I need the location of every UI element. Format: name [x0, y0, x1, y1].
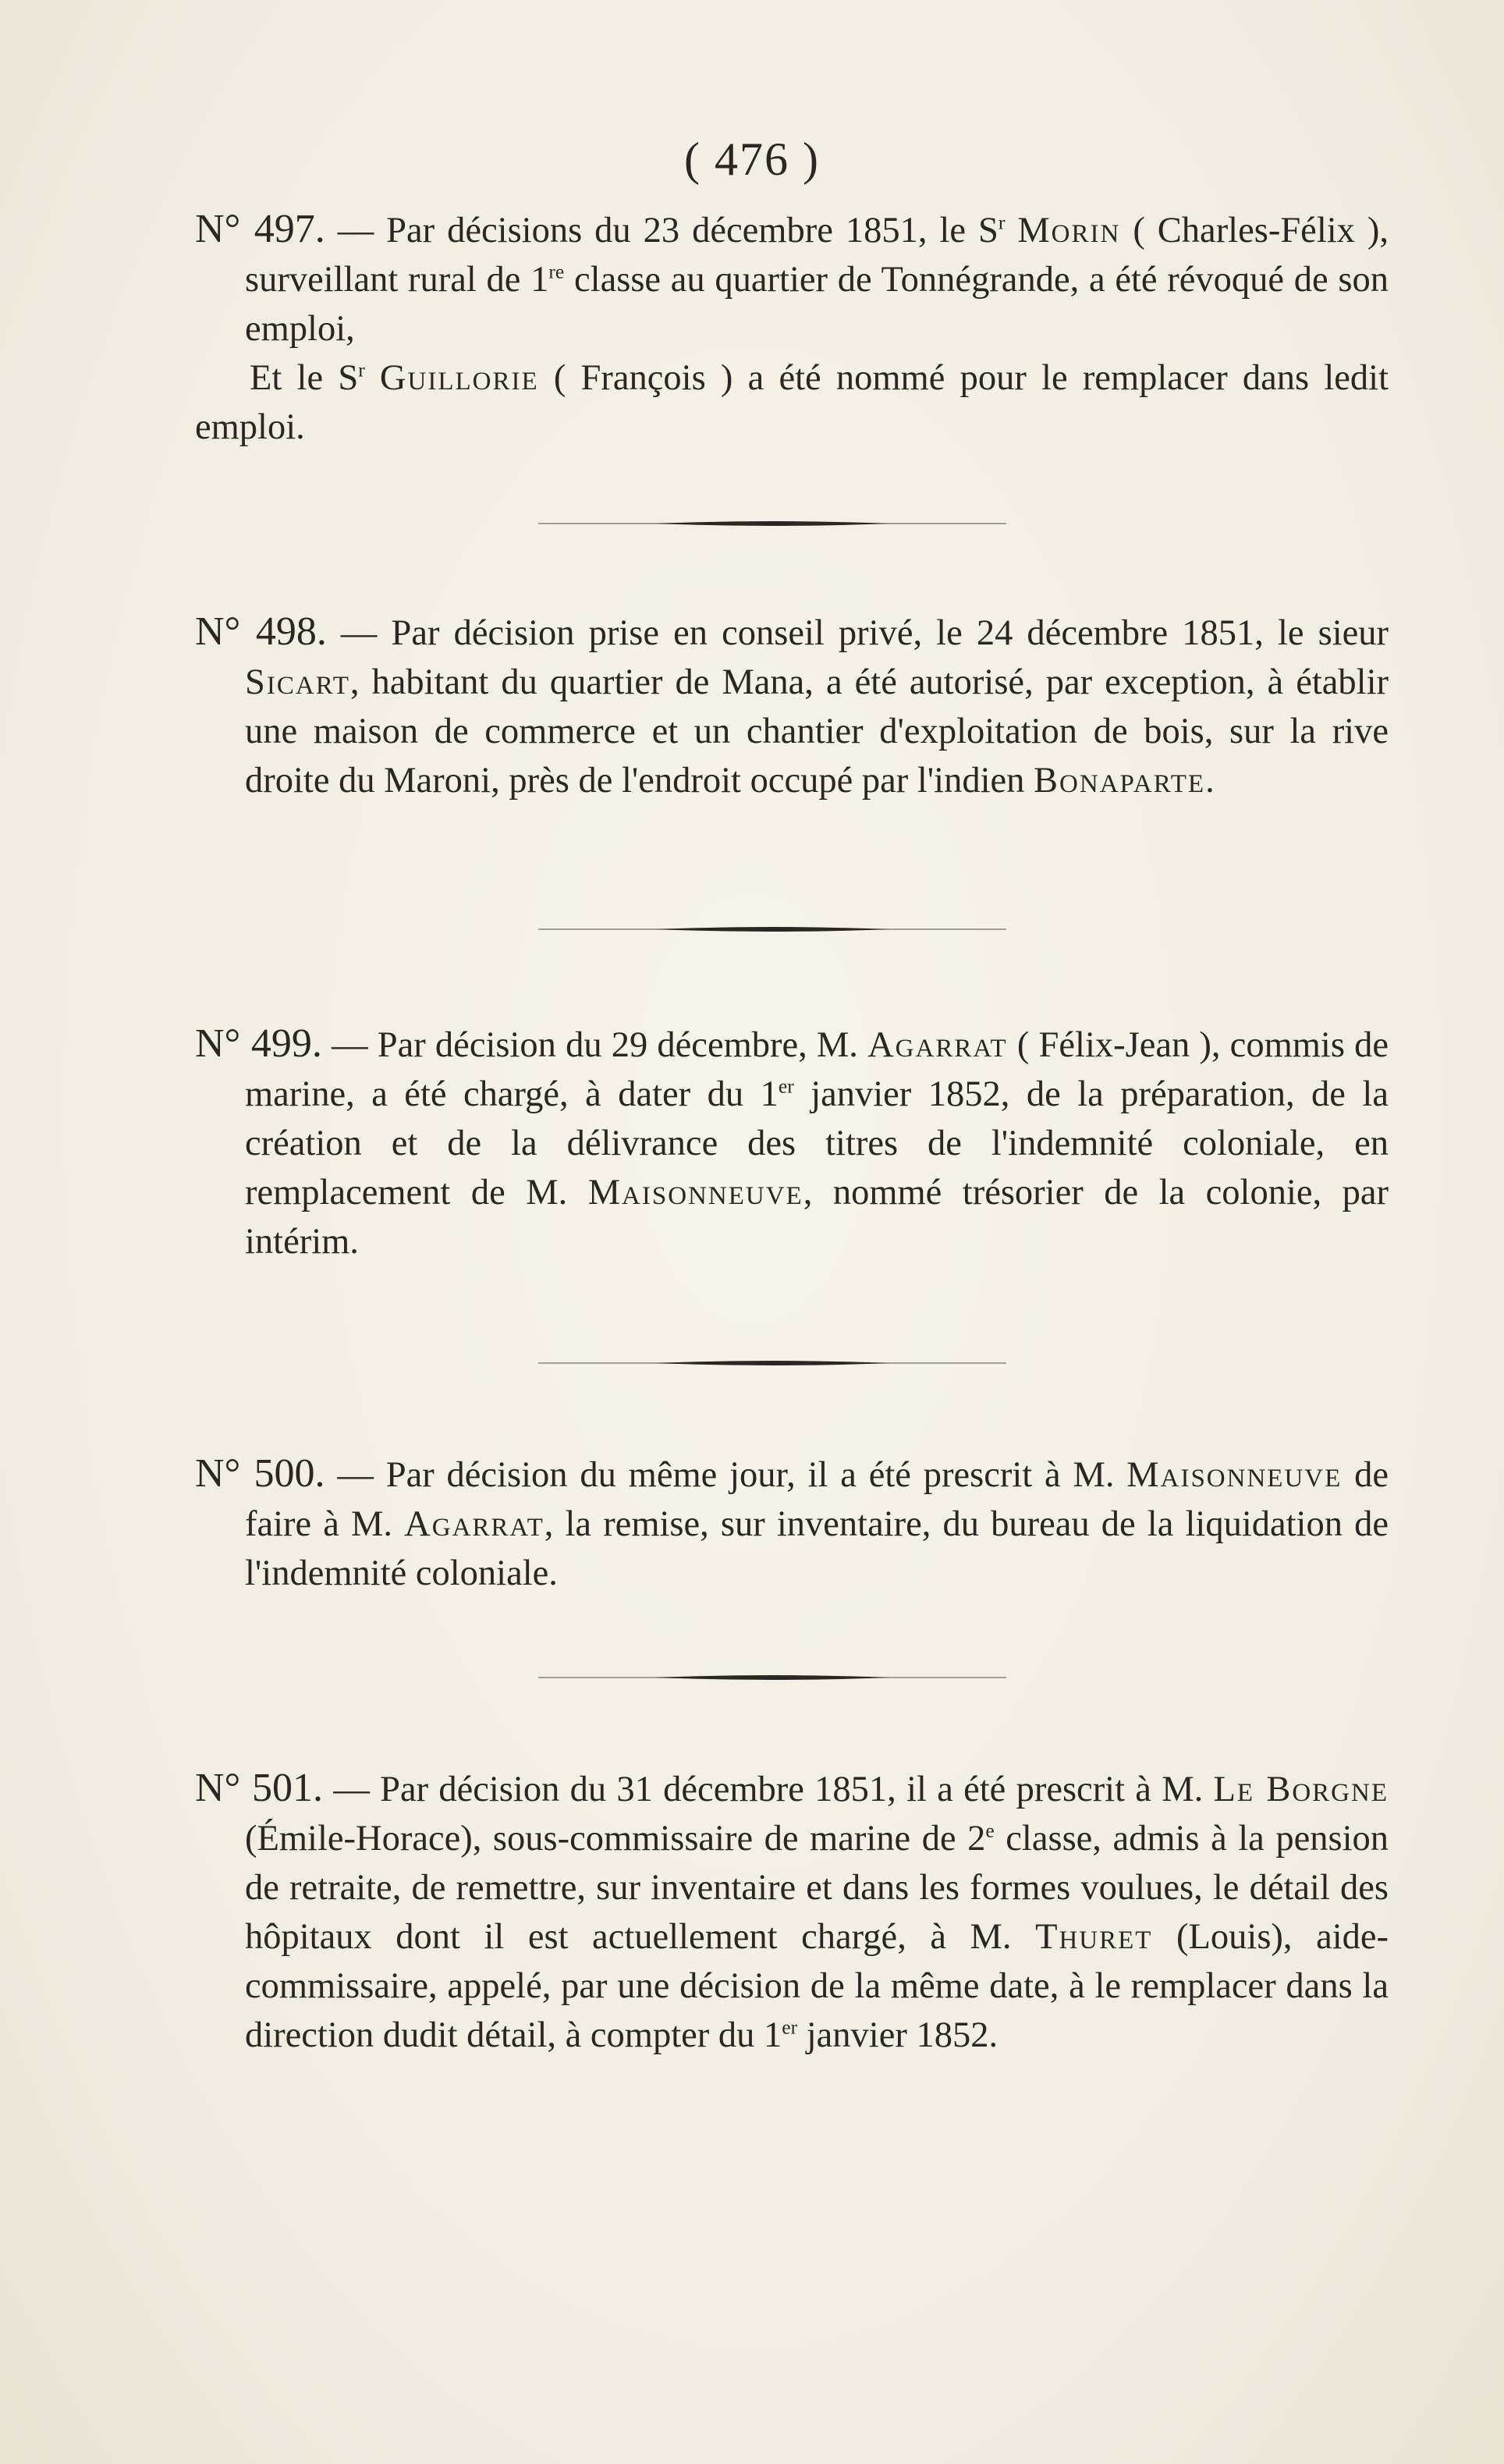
decision-paragraph [195, 1763, 1389, 2060]
decision-500 [195, 1449, 1389, 1598]
decision-text: — Par décision du même jour, il a été prescrit à M. [337, 1455, 1127, 1495]
decision-text: janvier 1852, de la préparation, de la création et de la délivrance des titres de l'indemnité coloniale, en remplacement de M. [245, 1074, 1389, 1212]
decision-text: ( Charles-Félix ), surveillant rural de 1 [245, 211, 1389, 300]
decision-text: , nommé trésorier de la colonie, par intérim. [245, 1173, 1389, 1262]
person-name: Maisonneuve [587, 1173, 803, 1212]
decision-text: — Par décision du 29 décembre, M. [332, 1025, 868, 1065]
superscript: er [782, 2015, 798, 2039]
decision-text: ( François ) a été nommé pour le remplacer dans ledit emploi. [195, 358, 1389, 447]
spacer [365, 358, 380, 398]
person-name: Thuret [1035, 1917, 1153, 1957]
decision-paragraph [195, 353, 1389, 452]
spacer [1005, 211, 1017, 250]
decision-text: — Par décisions du 23 décembre 1851, le S [337, 211, 999, 250]
section-divider [538, 924, 1006, 935]
decision-text: classe, admis à la pension de retraite, de remettre, sur inventaire et dans les formes voulues, le détail des hôpitaux dont il est actuellement chargé, à M. [245, 1819, 1389, 1957]
decision-498 [195, 607, 1389, 805]
person-name: Agarrat [867, 1025, 1008, 1065]
decision-paragraph [195, 204, 1389, 353]
person-name: Agarrat [404, 1504, 544, 1544]
decision-text: , habitant du quartier de Mana, a été autorisé, par exception, à établir une maison de commerce et un chantier d'exploitation de bois, sur la rive droite du Maroni, près de l'endroit occupé par l'indien [245, 662, 1389, 801]
decision-text: (Louis), aide-commissaire, appelé, par une décision de la même date, à le remplacer dans la direction dudit détail, à compter du 1 [245, 1917, 1389, 2055]
decision-497 [195, 204, 1389, 452]
superscript: re [548, 260, 565, 283]
person-name: Bonaparte [1034, 761, 1206, 801]
decision-paragraph [195, 1449, 1389, 1598]
decision-number: N° 501. [195, 1766, 324, 1810]
page-number: ( 476 ) [684, 133, 820, 185]
superscript: e [985, 1819, 995, 1842]
decision-paragraph [195, 607, 1389, 805]
person-name: Guillorie [379, 358, 539, 398]
decision-text: , la remise, sur inventaire, du bureau de la liquidation de l'indemnité coloniale. [245, 1504, 1389, 1593]
decision-text: janvier 1852. [797, 2015, 999, 2055]
person-name: Maisonneuve [1126, 1455, 1343, 1495]
decision-text: Et le S [250, 358, 359, 398]
person-name: Le Borgne [1213, 1770, 1389, 1809]
decision-501 [195, 1763, 1389, 2060]
superscript: r [998, 211, 1006, 234]
decision-number: N° 497. [195, 207, 325, 251]
decision-number: N° 498. [195, 609, 327, 654]
decision-text: — Par décision prise en conseil privé, le 24 décembre 1851, le sieur [340, 613, 1389, 653]
decision-text: ( Félix-Jean ), commis de marine, a été chargé, à dater du 1 [245, 1025, 1389, 1114]
superscript: r [358, 358, 365, 382]
decision-text: — Par décision du 31 décembre 1851, il a été prescrit à M. [333, 1770, 1214, 1809]
decision-number: N° 500. [195, 1451, 325, 1496]
section-divider [538, 518, 1006, 529]
decision-text: . [1205, 761, 1215, 801]
decision-text: (Émile-Horace), sous-commissaire de marine de 2 [245, 1819, 986, 1859]
section-divider [538, 1672, 1006, 1683]
person-name: Sicart [245, 662, 350, 702]
decision-text: de faire à M. [245, 1455, 1389, 1544]
superscript: er [778, 1074, 794, 1098]
decision-number: N° 499. [195, 1021, 322, 1066]
section-divider [538, 1358, 1006, 1369]
decision-499 [195, 1019, 1389, 1266]
decision-paragraph [195, 1019, 1389, 1266]
person-name: Morin [1017, 211, 1121, 250]
decision-text: classe au quartier de Tonnégrande, a été révoqué de son emploi, [245, 260, 1389, 349]
